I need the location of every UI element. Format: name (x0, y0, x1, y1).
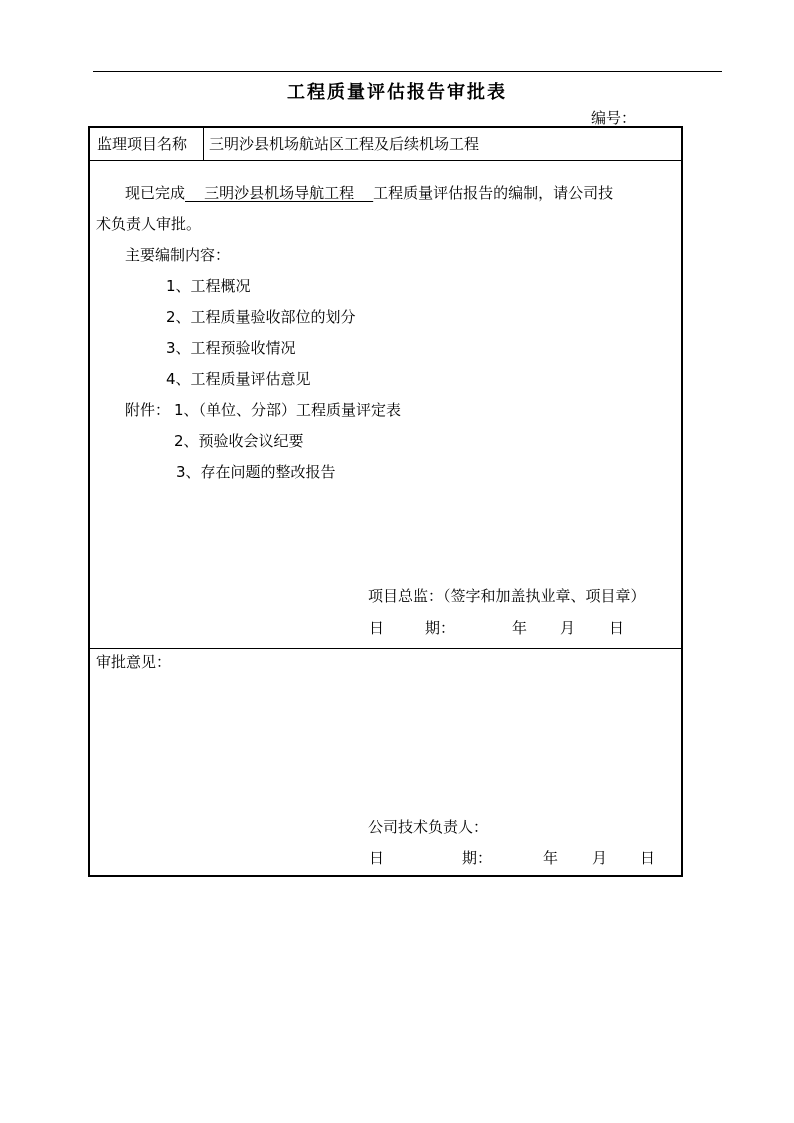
intro-suffix: 工程质量评估报告的编制，请公司技 (373, 184, 614, 202)
intro-project-name: 三明沙县机场导航工程 (185, 184, 374, 202)
tech-lead-signature-label: 公司技术负责人： (368, 818, 489, 836)
date-label-ri: 日 (369, 619, 385, 637)
attachments-label: 附件： (125, 401, 171, 419)
attachment-item: 2、预验收会议纪要 (174, 432, 304, 450)
attachment-item: 1、（单位、分部）工程质量评定表 (174, 401, 402, 419)
contents-item: 2、工程质量验收部位的划分 (166, 308, 356, 326)
intro-line-2: 术负责人审批。 (96, 215, 202, 233)
approval-form-table (88, 126, 683, 877)
approval-opinion-label: 审批意见： (96, 653, 172, 671)
date-month-label: 月 (560, 619, 576, 637)
header-rule (93, 71, 722, 72)
intro-prefix: 现已完成 (125, 184, 186, 202)
date-day-label: 日 (609, 619, 625, 637)
contents-item: 3、工程预验收情况 (166, 339, 296, 357)
date-day-label: 日 (640, 849, 656, 867)
date-label-ri: 日 (369, 849, 385, 867)
chief-supervisor-signature-label: 项目总监：（签字和加盖执业章、项目章） (368, 587, 646, 605)
project-name-value: 三明沙县机场航站区工程及后续机场工程 (209, 135, 480, 153)
date-year-label: 年 (543, 849, 559, 867)
report-body-cell (90, 160, 681, 649)
document-number-label: 编号： (591, 109, 637, 127)
contents-heading: 主要编制内容： (125, 246, 231, 264)
date-month-label: 月 (592, 849, 608, 867)
project-name-row (90, 128, 681, 161)
attachment-item: 3、存在问题的整改报告 (176, 463, 336, 481)
document-title: 工程质量评估报告审批表 (287, 82, 507, 103)
intro-line-1 (125, 182, 613, 203)
date-label-qi: 期： (425, 619, 456, 637)
project-name-label: 监理项目名称 (90, 128, 204, 160)
date-year-label: 年 (512, 619, 528, 637)
approval-opinion-cell (90, 649, 681, 875)
contents-item: 1、工程概况 (166, 277, 251, 295)
contents-item: 4、工程质量评估意见 (166, 370, 311, 388)
date-label-qi: 期： (462, 849, 493, 867)
